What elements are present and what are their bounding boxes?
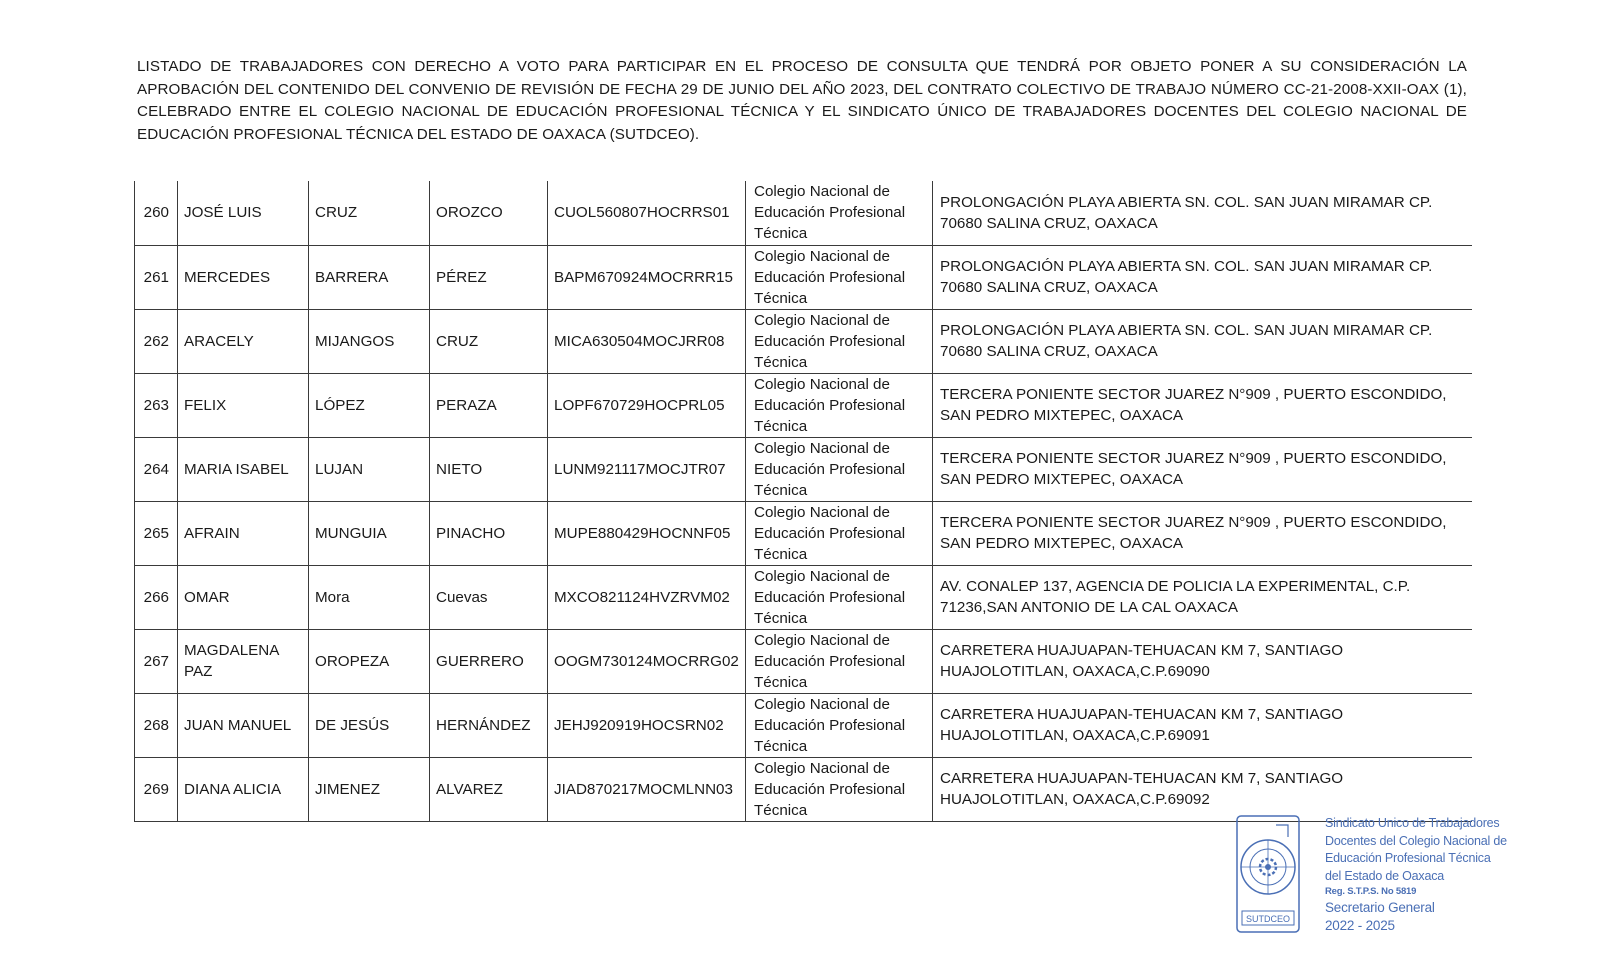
maternal-surname: ALVAREZ bbox=[430, 757, 548, 821]
institution-name: Colegio Nacional de Educación Profesional Técnica bbox=[746, 565, 933, 629]
document-heading: LISTADO DE TRABAJADORES CON DERECHO A VOTO PARA PARTICIPAR EN EL PROCESO DE CONSULTA QUE TENDRÁ POR OBJETO PONER A SU CONSIDERACIÓN LA APROBACIÓN DEL CONTENIDO DEL CONVENIO DE REVISIÓN DE FECHA 29 DE JUNIO DEL AÑO 2023, DEL CONTRATO COLECTIVO DE TRABAJO NÚMERO CC-21-2008-XXII-OAX (1), CELEBRADO ENTRE EL COLEGIO NACIONAL DE EDUCACIÓN PROFESIONAL TÉCNICA Y EL SINDICATO ÚNICO DE TRABAJADORES DOCENTES DEL COLEGIO NACIONAL DE EDUCACIÓN PROFESIONAL TÉCNICA DEL ESTADO DE OAXACA (SUTDCEO). bbox=[137, 58, 1467, 143]
stamp-line-2: Docentes del Colegio Nacional de bbox=[1325, 833, 1507, 848]
paternal-surname: LÓPEZ bbox=[309, 373, 430, 437]
work-address: CARRETERA HUAJUAPAN-TEHUACAN KM 7, SANTIAGO HUAJOLOTITLAN, OAXACA,C.P.69090 bbox=[933, 629, 1472, 693]
row-number: 261 bbox=[135, 245, 178, 309]
voters-table bbox=[134, 181, 1472, 822]
stamp-registration: Reg. S.T.P.S. No 5819 bbox=[1325, 886, 1417, 897]
table-row bbox=[135, 181, 1472, 245]
first-name: ARACELY bbox=[178, 309, 309, 373]
work-address: CARRETERA HUAJUAPAN-TEHUACAN KM 7, SANTIAGO HUAJOLOTITLAN, OAXACA,C.P.69092 bbox=[933, 757, 1472, 821]
curp-code: MUPE880429HOCNNF05 bbox=[548, 501, 746, 565]
institution-name: Colegio Nacional de Educación Profesional Técnica bbox=[746, 309, 933, 373]
maternal-surname: CRUZ bbox=[430, 309, 548, 373]
curp-code: MICA630504MOCJRR08 bbox=[548, 309, 746, 373]
table-row bbox=[135, 437, 1472, 501]
stamp-line-4: del Estado de Oaxaca bbox=[1325, 868, 1444, 883]
work-address: TERCERA PONIENTE SECTOR JUAREZ N°909 , PUERTO ESCONDIDO, SAN PEDRO MIXTEPEC, OAXACA bbox=[933, 373, 1472, 437]
curp-code: OOGM730124MOCRRG02 bbox=[548, 629, 746, 693]
first-name: OMAR bbox=[178, 565, 309, 629]
institution-name: Colegio Nacional de Educación Profesional Técnica bbox=[746, 181, 933, 245]
curp-code: BAPM670924MOCRRR15 bbox=[548, 245, 746, 309]
institution-name: Colegio Nacional de Educación Profesional Técnica bbox=[746, 757, 933, 821]
maternal-surname: PINACHO bbox=[430, 501, 548, 565]
row-number: 268 bbox=[135, 693, 178, 757]
first-name: AFRAIN bbox=[178, 501, 309, 565]
maternal-surname: PÉREZ bbox=[430, 245, 548, 309]
curp-code: LUNM921117MOCJTR07 bbox=[548, 437, 746, 501]
paternal-surname: BARRERA bbox=[309, 245, 430, 309]
maternal-surname: NIETO bbox=[430, 437, 548, 501]
work-address: CARRETERA HUAJUAPAN-TEHUACAN KM 7, SANTIAGO HUAJOLOTITLAN, OAXACA,C.P.69091 bbox=[933, 693, 1472, 757]
stamp-period: 2022 - 2025 bbox=[1325, 917, 1395, 933]
first-name: DIANA ALICIA bbox=[178, 757, 309, 821]
first-name: JUAN MANUEL bbox=[178, 693, 309, 757]
paternal-surname: MIJANGOS bbox=[309, 309, 430, 373]
work-address: AV. CONALEP 137, AGENCIA DE POLICIA LA EXPERIMENTAL, C.P. 71236,SAN ANTONIO DE LA CAL OAXACA bbox=[933, 565, 1472, 629]
paternal-surname: OROPEZA bbox=[309, 629, 430, 693]
institution-name: Colegio Nacional de Educación Profesional Técnica bbox=[746, 373, 933, 437]
institution-name: Colegio Nacional de Educación Profesional Técnica bbox=[746, 693, 933, 757]
row-number: 265 bbox=[135, 501, 178, 565]
union-seal-icon bbox=[1236, 815, 1300, 933]
work-address: TERCERA PONIENTE SECTOR JUAREZ N°909 , PUERTO ESCONDIDO, SAN PEDRO MIXTEPEC, OAXACA bbox=[933, 501, 1472, 565]
maternal-surname: Cuevas bbox=[430, 565, 548, 629]
table-row bbox=[135, 565, 1472, 629]
maternal-surname: PERAZA bbox=[430, 373, 548, 437]
maternal-surname: HERNÁNDEZ bbox=[430, 693, 548, 757]
paternal-surname: CRUZ bbox=[309, 181, 430, 245]
paternal-surname: JIMENEZ bbox=[309, 757, 430, 821]
stamp-role: Secretario General bbox=[1325, 900, 1435, 915]
table-row bbox=[135, 693, 1472, 757]
curp-code: JIAD870217MOCMLNN03 bbox=[548, 757, 746, 821]
curp-code: CUOL560807HOCRRS01 bbox=[548, 181, 746, 245]
curp-code: LOPF670729HOCPRL05 bbox=[548, 373, 746, 437]
row-number: 266 bbox=[135, 565, 178, 629]
work-address: PROLONGACIÓN PLAYA ABIERTA SN. COL. SAN JUAN MIRAMAR CP. 70680 SALINA CRUZ, OAXACA bbox=[933, 181, 1472, 245]
paternal-surname: Mora bbox=[309, 565, 430, 629]
first-name: JOSÉ LUIS bbox=[178, 181, 309, 245]
institution-name: Colegio Nacional de Educación Profesional Técnica bbox=[746, 245, 933, 309]
work-address: PROLONGACIÓN PLAYA ABIERTA SN. COL. SAN JUAN MIRAMAR CP. 70680 SALINA CRUZ, OAXACA bbox=[933, 245, 1472, 309]
institution-name: Colegio Nacional de Educación Profesional Técnica bbox=[746, 437, 933, 501]
table-row bbox=[135, 245, 1472, 309]
union-stamp-text bbox=[1325, 815, 1515, 934]
paternal-surname: LUJAN bbox=[309, 437, 430, 501]
work-address: TERCERA PONIENTE SECTOR JUAREZ N°909 , PUERTO ESCONDIDO, SAN PEDRO MIXTEPEC, OAXACA bbox=[933, 437, 1472, 501]
curp-code: MXCO821124HVZRVM02 bbox=[548, 565, 746, 629]
row-number: 260 bbox=[135, 181, 178, 245]
maternal-surname: OROZCO bbox=[430, 181, 548, 245]
paternal-surname: MUNGUIA bbox=[309, 501, 430, 565]
first-name: MARIA ISABEL bbox=[178, 437, 309, 501]
paternal-surname: DE JESÚS bbox=[309, 693, 430, 757]
row-number: 263 bbox=[135, 373, 178, 437]
work-address: PROLONGACIÓN PLAYA ABIERTA SN. COL. SAN JUAN MIRAMAR CP. 70680 SALINA CRUZ, OAXACA bbox=[933, 309, 1472, 373]
maternal-surname: GUERRERO bbox=[430, 629, 548, 693]
table-row bbox=[135, 373, 1472, 437]
table-row bbox=[135, 501, 1472, 565]
first-name: MERCEDES bbox=[178, 245, 309, 309]
table-row bbox=[135, 309, 1472, 373]
row-number: 262 bbox=[135, 309, 178, 373]
first-name: FELIX bbox=[178, 373, 309, 437]
row-number: 267 bbox=[135, 629, 178, 693]
institution-name: Colegio Nacional de Educación Profesional Técnica bbox=[746, 501, 933, 565]
table-row bbox=[135, 629, 1472, 693]
stamp-line-1: Sindicato Unico de Trabajadores bbox=[1325, 816, 1500, 830]
table-row bbox=[135, 757, 1472, 821]
curp-code: JEHJ920919HOCSRN02 bbox=[548, 693, 746, 757]
row-number: 264 bbox=[135, 437, 178, 501]
first-name: MAGDALENA PAZ bbox=[178, 629, 309, 693]
row-number: 269 bbox=[135, 757, 178, 821]
seal-label: SUTDCEO bbox=[1245, 914, 1291, 924]
stamp-line-3: Educación Profesional Técnica bbox=[1325, 851, 1491, 865]
institution-name: Colegio Nacional de Educación Profesional Técnica bbox=[746, 629, 933, 693]
